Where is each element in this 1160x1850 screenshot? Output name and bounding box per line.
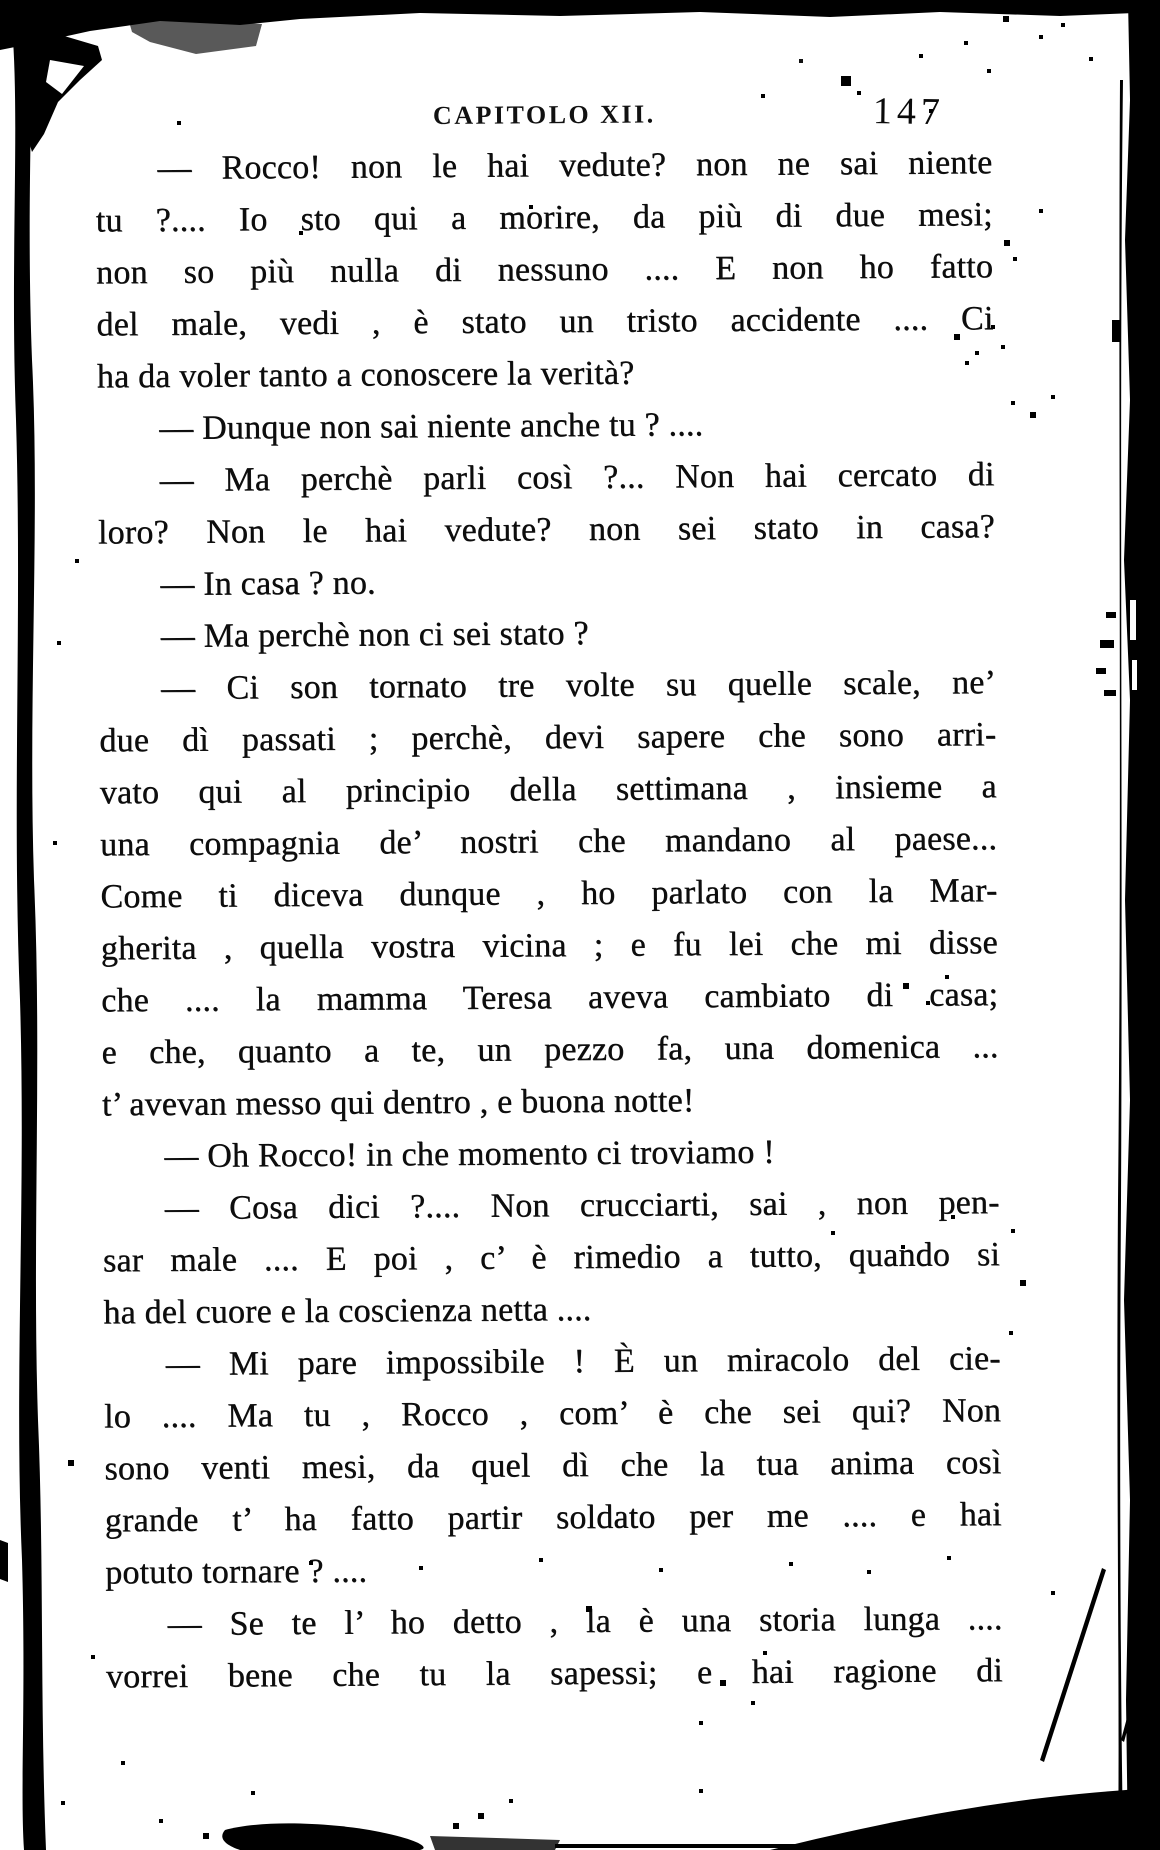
text-line-23: ha del cuore e la coscienza netta .... <box>103 1290 592 1332</box>
chapter-heading: CAPITOLO XII. <box>432 99 656 131</box>
text-line-21: — Cosa dici ?.... Non crucciarti, sai , non pen- <box>164 1184 1000 1227</box>
text-line-5: ha da voler tanto a conoscere la verità? <box>96 354 635 396</box>
text-line-26: sono venti mesi, da quel dì che la tua anima così <box>104 1444 1002 1488</box>
text-line-7: — Ma perchè parli così ?... Non hai cercato di <box>159 456 995 499</box>
text-line-16: gherita , quella vostra vicina ; e fu lei che mi disse <box>100 924 998 968</box>
scan-noise <box>0 0 2 2</box>
text-line-24: — Mi pare impossibile ! È un miracolo del cie- <box>165 1340 1001 1383</box>
text-block <box>95 137 1003 1703</box>
text-line-2: tu ?.... Io sto qui a morire, da più di due mesi; <box>95 196 993 240</box>
text-line-27: grande t’ ha fatto partir soldato per me .... e hai <box>104 1496 1002 1540</box>
page-number: 147 <box>872 90 946 134</box>
text-line-30: vorrei bene che tu la sapessi; e hai ragione di <box>105 1652 1003 1696</box>
text-line-4: del male, vedi , è stato un tristo accidente .... Ci <box>96 300 994 344</box>
text-line-29: — Se te l’ ho detto , la è una storia lunga .... <box>167 1600 1003 1643</box>
text-line-28: potuto tornare ? .... <box>105 1552 368 1592</box>
text-line-14: una compagnia de’ nostri che mandano al paese... <box>99 820 998 864</box>
text-line-8: loro? Non le hai vedute? non sei stato in casa? <box>97 508 996 552</box>
text-line-9: — In casa ? no. <box>160 564 376 603</box>
text-line-1: — Rocco! non le hai vedute? non ne sai niente <box>157 144 993 187</box>
text-line-6: — Dunque non sai niente anche tu ? .... <box>159 406 704 447</box>
text-line-3: non so più nulla di nessuno .... E non ho fatto <box>95 248 994 292</box>
text-line-22: sar male .... E poi , c’ è rimedio a tutto, quando si <box>102 1236 1001 1280</box>
text-line-12: due dì passati ; perchè, devi sapere che sono arri- <box>99 716 997 760</box>
text-line-25: lo .... Ma tu , Rocco , com’ è che sei qui? Non <box>103 1392 1002 1436</box>
text-line-10: — Ma perchè non ci sei stato ? <box>160 614 589 655</box>
text-line-13: vato qui al principio della settimana , insieme a <box>99 768 997 812</box>
text-line-18: e che, quanto a te, un pezzo fa, una domenica ... <box>101 1028 999 1072</box>
text-line-17: che .... la mamma Teresa aveva cambiato di casa; <box>101 976 999 1020</box>
text-line-20: — Oh Rocco! in che momento ci troviamo ! <box>164 1133 775 1175</box>
text-line-11: — Ci son tornato tre volte su quelle scale, ne’ <box>160 664 997 707</box>
text-line-19: t’ avevan messo qui dentro , e buona notte! <box>101 1082 695 1124</box>
text-line-15: Come ti diceva dunque , ho parlato con la Mar- <box>100 872 998 916</box>
